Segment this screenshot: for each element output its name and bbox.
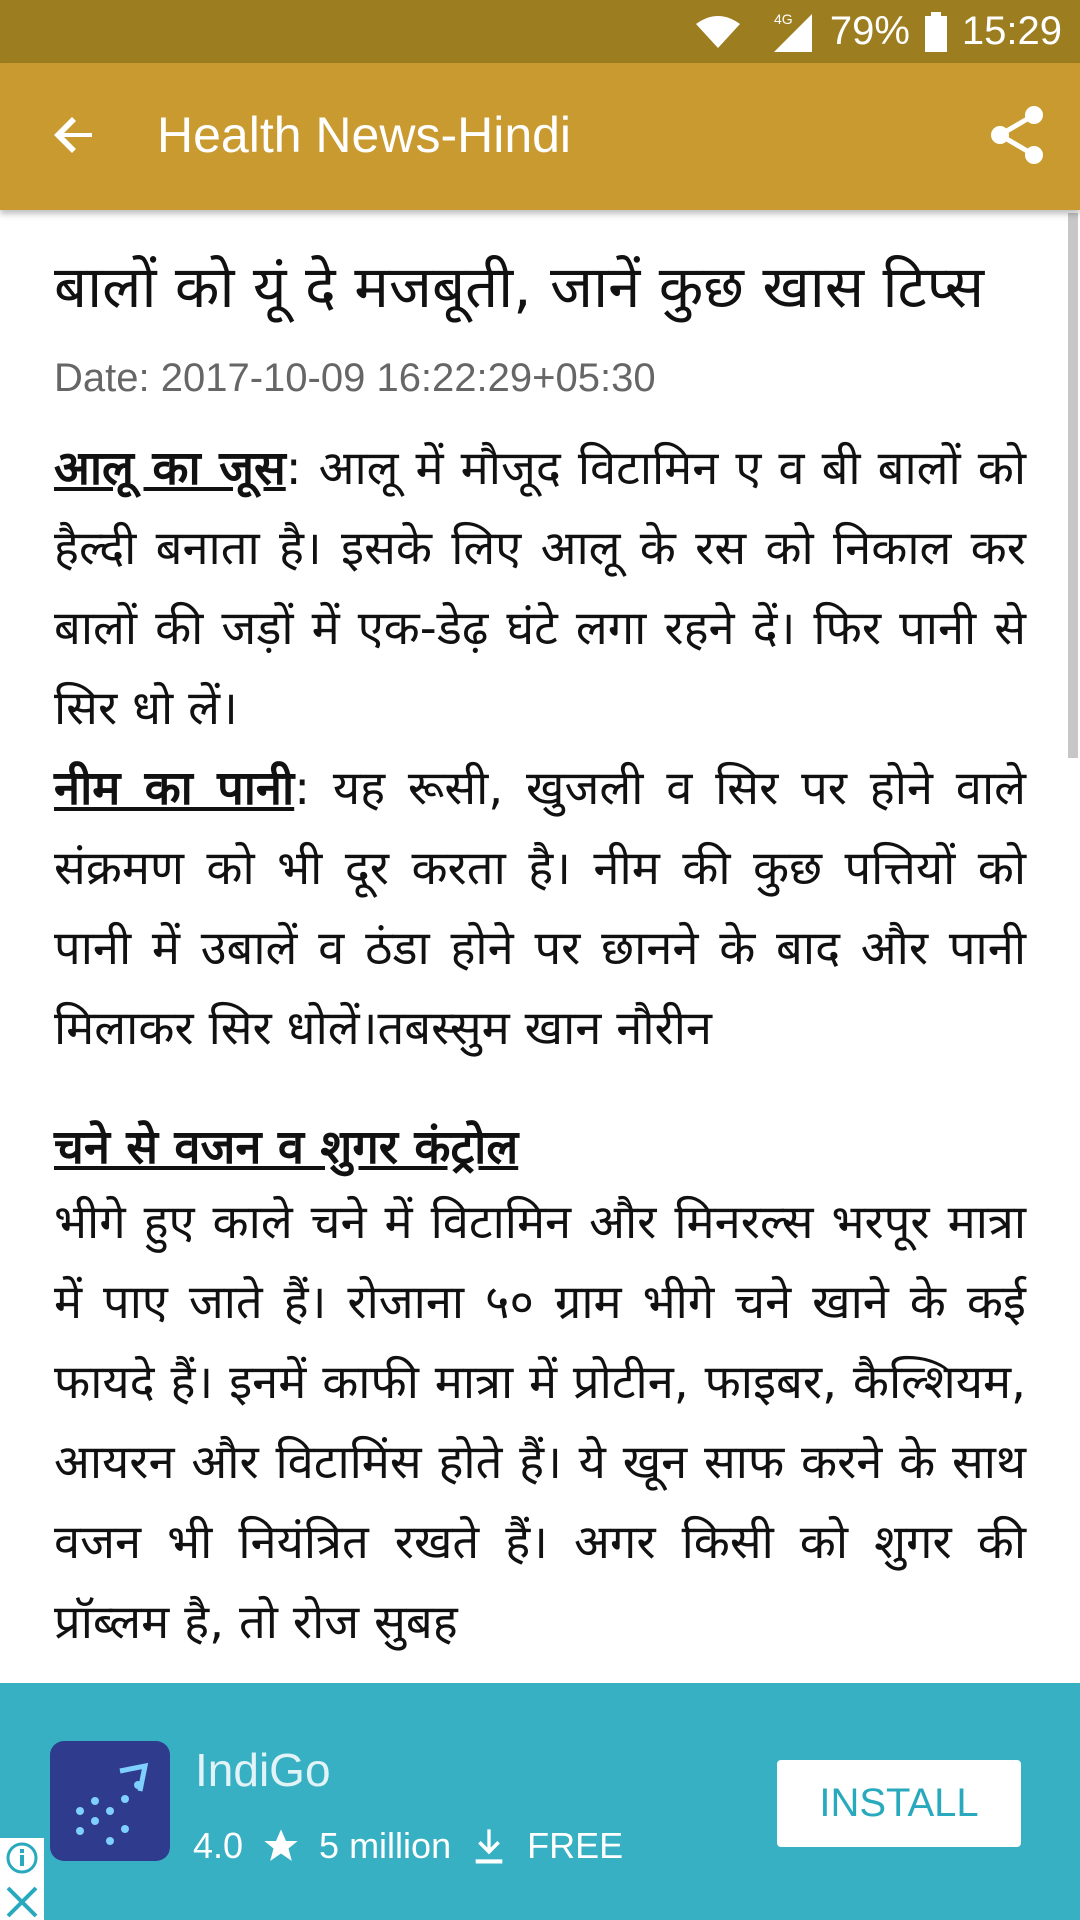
ad-rating: 4.0 — [193, 1825, 244, 1866]
section-paragraph: भीगे हुए काले चने में विटामिन और मिनरल्स भरपूर मात्रा में पाए जाते हैं। रोजाना ५० ग्राम भीगे चने खाने के कई फायदे हैं। इनमें काफी मात्रा में प्रोटीन, फाइबर, कैल्शियम, आयरन और विटामिंस होते हैं। ये खून साफ करने के साथ वजन भी नियंत्रित रखते हैं। अगर किसी को शुगर की प्रॉब्लम है, तो रोज सुबह — [54, 1195, 1026, 1650]
network-type: 4G — [773, 10, 793, 27]
app-bar — [0, 63, 1080, 210]
ad-meta — [193, 1825, 623, 1867]
ad-downloads: 5 million — [319, 1825, 452, 1866]
install-button[interactable]: INSTALL — [777, 1760, 1021, 1847]
paragraph-text: : यह रूसी, खुजली व सिर पर होने वाले संक्रमण को भी दूर करता है। नीम की कुछ पत्तियों को पानी में उबालें व ठंडा होने पर छानने के बाद और पानी मिलाकर सिर धोलें।तबस्सुम खान नौरीन — [54, 761, 1026, 1056]
status-bar — [0, 0, 1080, 63]
paragraph-text: : आलू में मौजूद विटामिन ए व बी बालों को हैल्दी बनाता है। इसके लिए आलू के रस को निकाल कर बालों की जड़ों में एक-डेढ़ घंटे लगा रहने दें। फिर पानी से सिर धो लें। — [54, 441, 1026, 736]
battery-icon — [924, 12, 948, 52]
article-content — [54, 252, 1026, 1663]
app-title: Health News-Hindi — [157, 107, 572, 163]
battery-percent: 79% — [829, 9, 910, 53]
share-icon[interactable] — [986, 103, 1050, 167]
article-paragraph — [54, 429, 1026, 749]
scrollbar[interactable] — [1068, 213, 1078, 758]
info-icon[interactable] — [0, 1838, 44, 1878]
close-icon[interactable] — [0, 1882, 44, 1920]
paragraph-heading: नीम का पानी — [54, 761, 295, 816]
wifi-icon — [694, 14, 742, 50]
download-icon — [469, 1826, 509, 1866]
ad-app-name[interactable]: IndiGo — [195, 1744, 331, 1796]
plane-route-icon — [50, 1741, 170, 1861]
back-arrow-icon[interactable] — [44, 103, 108, 167]
star-icon — [261, 1826, 301, 1866]
clock-time: 15:29 — [961, 9, 1062, 53]
article-paragraph — [54, 749, 1026, 1069]
ad-price: FREE — [527, 1825, 624, 1866]
article-date: Date: 2017-10-09 16:22:29+05:30 — [54, 356, 656, 400]
article-headline: बालों को यूं दे मजबूती, जानें कुछ खास टिप्स — [54, 253, 985, 321]
signal-icon — [756, 10, 816, 54]
ad-app-icon[interactable] — [50, 1741, 170, 1861]
paragraph-heading: आलू का जूस — [54, 441, 286, 496]
section-heading: चने से वजन व शुगर कंट्रोल — [54, 1120, 519, 1175]
ad-banner[interactable] — [0, 1683, 1080, 1920]
ad-choices[interactable] — [0, 1838, 44, 1920]
